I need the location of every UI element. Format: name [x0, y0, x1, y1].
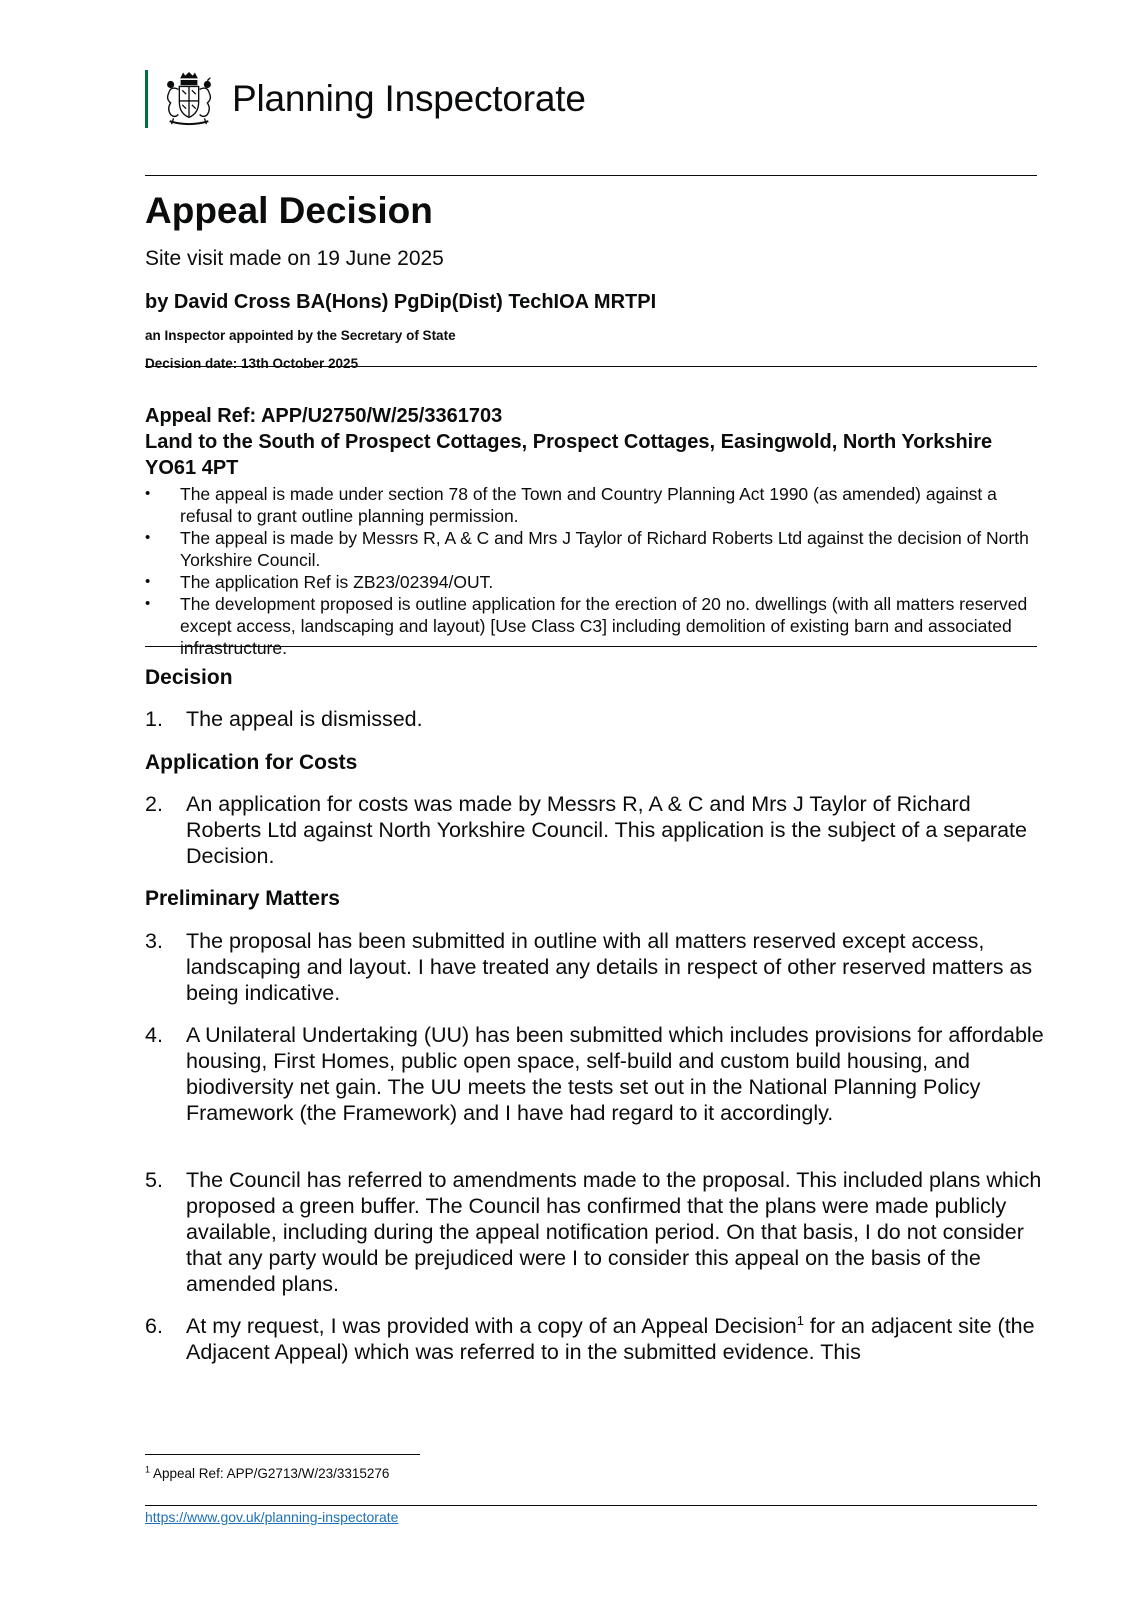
decision-date: Decision date: 13th October 2025 — [145, 356, 359, 371]
paragraph-3 — [145, 928, 1045, 1006]
paragraph-number: 4. — [145, 1023, 163, 1047]
appeal-details-list — [145, 483, 1037, 659]
paragraph-6 — [145, 1313, 1045, 1365]
list-item: • The application Ref is ZB23/02394/OUT. — [145, 572, 494, 592]
site-address: Land to the South of Prospect Cottages, Prospect Cottages, Easingwold, North Yorkshire YO61 4PT — [145, 431, 993, 479]
paragraph-number: 2. — [145, 792, 163, 816]
heading-application-for-costs: Application for Costs — [145, 751, 358, 774]
paragraph-text: An application for costs was made by Messrs R, A & C and Mrs J Taylor of Richard Roberts Ltd against North Yorkshire Council. This application is the subject of a separate Decision. — [186, 792, 1027, 868]
paragraph-text: The proposal has been submitted in outline with all matters reserved except access, landscaping and layout. I have treated any details in respect of other reserved matters as being indicative. — [186, 929, 1033, 1005]
paragraph-5 — [145, 1167, 1045, 1297]
paragraph-text: The appeal is dismissed. — [186, 707, 423, 731]
paragraph-1 — [145, 706, 1045, 732]
summary-bottom-divider — [145, 646, 1037, 647]
footnote-divider — [145, 1454, 420, 1455]
paragraph-4 — [145, 1022, 1045, 1126]
heading-preliminary-matters: Preliminary Matters — [145, 887, 340, 910]
paragraph-number: 1. — [145, 707, 163, 731]
logo-accent-bar — [145, 70, 148, 128]
paragraph-number: 6. — [145, 1314, 163, 1338]
paragraph-number: 5. — [145, 1168, 163, 1192]
footnote: $^1$ Appeal Ref: APP/G2713/W/23/3315276 — [145, 1464, 390, 1481]
summary-top-divider — [145, 366, 1037, 367]
header-divider — [145, 175, 1037, 176]
paragraph-2 — [145, 791, 1045, 869]
list-item: • The development proposed is outline application for the erection of 20 no. dwellings (with all matters reserved except access, landscaping and layout) [Use Class C3] including demolition of existing barn and associated infrastructure. — [145, 594, 1028, 658]
inspector-name: by David Cross BA(Hons) PgDip(Dist) TechIOA MRTPI — [145, 291, 657, 313]
bullet-marker: • — [145, 595, 151, 612]
paragraph-text: A Unilateral Undertaking (UU) has been submitted which includes provisions for affordable housing, First Homes, public open space, self-build and custom build housing, and biodiversity net gain. The UU meets the tests set out in the National Planning Policy Framework (the Framework) and I have had regard to it accordingly. — [186, 1023, 1044, 1125]
bullet-marker: • — [145, 529, 151, 546]
page-title: Appeal Decision — [145, 190, 433, 231]
royal-coat-of-arms-icon — [160, 70, 218, 128]
list-item: • The appeal is made by Messrs R, A & C and Mrs J Taylor of Richard Roberts Ltd against the decision of North Yorkshire Council. — [145, 528, 1029, 570]
bullet-marker: • — [145, 485, 151, 502]
org-name: Planning Inspectorate — [232, 78, 586, 119]
paragraph-text: The Council has referred to amendments made to the proposal. This included plans which proposed a green buffer. The Council has confirmed that the plans were made publicly available, including during the appeal notification period. On that basis, I do not consider that any party would be prejudiced were I to consider this appeal on the basis of the amended plans. — [186, 1168, 1042, 1296]
heading-decision: Decision — [145, 666, 233, 689]
footer-website-link[interactable]: https://www.gov.uk/planning-inspectorate — [145, 1509, 399, 1525]
footnote-reference[interactable]: 1 — [796, 1312, 804, 1328]
paragraph-number: 3. — [145, 929, 163, 953]
appeal-summary — [145, 403, 1037, 659]
site-visit-date: Site visit made on 19 June 2025 — [145, 247, 444, 270]
footer-divider — [145, 1505, 1037, 1506]
list-item: • The appeal is made under section 78 of the Town and Country Planning Act 1990 (as amended) against a refusal to grant outline planning permission. — [145, 484, 997, 526]
appeal-reference: Appeal Ref: APP/U2750/W/25/3361703 — [145, 405, 503, 427]
planning-inspectorate-logo — [145, 68, 586, 130]
inspector-appointment: an Inspector appointed by the Secretary of State — [145, 328, 456, 343]
bullet-marker: • — [145, 573, 151, 590]
paragraph-text: At my request, I was provided with a copy of an Appeal Decision$^1$ for an adjacent site (the Adjacent Appeal) which was referred to in the submitted evidence. This — [186, 1312, 1035, 1364]
footnote-marker: 1 — [145, 1464, 151, 1475]
